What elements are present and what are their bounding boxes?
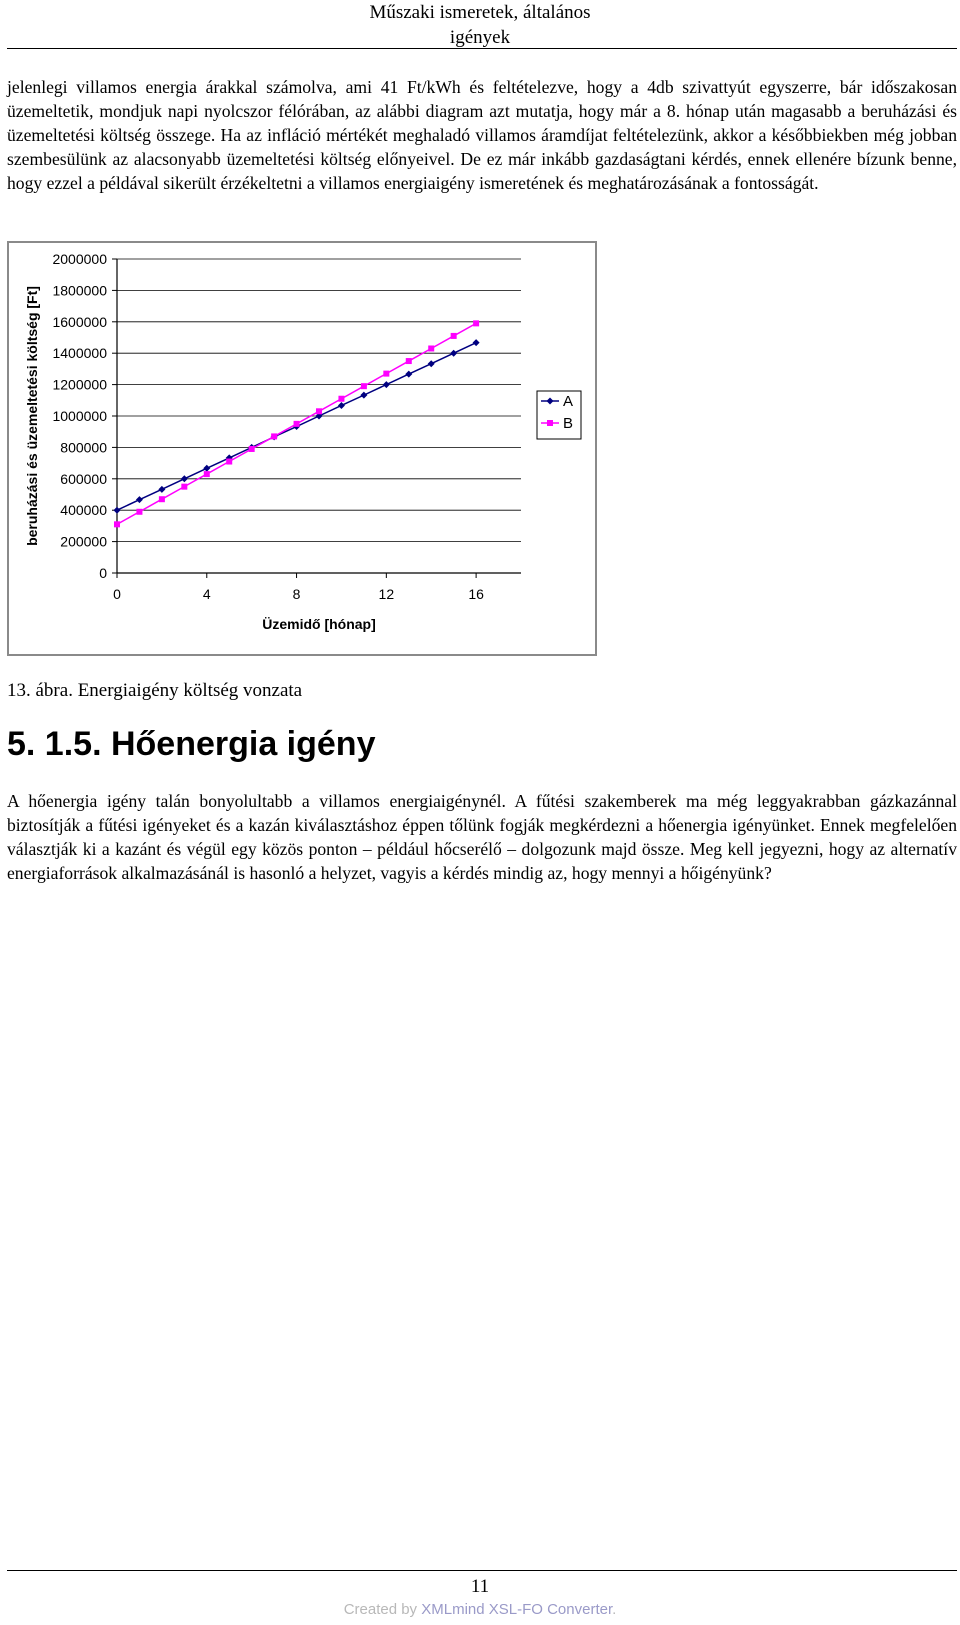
series-A-point bbox=[473, 339, 480, 346]
x-tick-label: 0 bbox=[113, 586, 121, 602]
section-heading: 5. 1.5. Hőenergia igény bbox=[7, 725, 376, 763]
series-B-point bbox=[316, 408, 322, 414]
creator-note bbox=[200, 1601, 760, 1618]
y-tick-label: 1600000 bbox=[52, 313, 107, 330]
legend-B-marker bbox=[547, 420, 553, 426]
x-tick-label: 12 bbox=[378, 586, 395, 602]
y-tick-label: 0 bbox=[99, 565, 107, 581]
series-A-point bbox=[136, 496, 143, 503]
x-tick-label: 16 bbox=[468, 586, 484, 602]
y-tick-label: 400000 bbox=[60, 502, 107, 519]
series-B-point bbox=[136, 509, 142, 515]
figure-caption: 13. ábra. Energiaigény költség vonzata bbox=[7, 680, 303, 701]
y-tick-label: 800000 bbox=[60, 439, 107, 456]
series-B-point bbox=[361, 383, 367, 389]
series-B-point bbox=[473, 320, 479, 326]
legend-B-label: B bbox=[563, 415, 574, 432]
series-B-point bbox=[159, 496, 165, 502]
page-number: 11 bbox=[470, 1576, 490, 1597]
series-A-point bbox=[405, 371, 412, 378]
footer-divider bbox=[7, 1570, 957, 1571]
series-A-point bbox=[450, 350, 457, 357]
intro-paragraph: jelenlegi villamos energia árakkal számolva, ami 41 Ft/kWh és feltételezve, hogy a 4db szivattyút egyszerre, bár időszakosan üzemeltetik, mondjuk napi nyolcszor félórában, az alábbi diagram azt mutatja, hogy már a 8. hónap után magasabb a beruházási és üzemeltetési költség összege. Ha az infláció mértékét meghaladó villamos áramdíjat feltételezünk, akkor a későbbiekben még jobban szembesülünk az alacsonyabb üzemeltetési költség előnyeivel. De ez már inkább gazdaságtani kérdés, ennek ellenére bízunk benne, hogy ezzel a példával sikerült érzékeltetni a villamos energiaigény ismeretének és meghatározásának a fontosságát. bbox=[7, 77, 957, 193]
y-tick-label: 1000000 bbox=[52, 408, 107, 424]
x-tick-label: 4 bbox=[202, 586, 211, 602]
legend-box bbox=[537, 391, 581, 439]
running-header bbox=[200, 0, 760, 50]
series-B-point bbox=[406, 358, 412, 364]
series-B-point bbox=[428, 345, 434, 351]
y-tick-label: 1800000 bbox=[52, 282, 107, 299]
y-tick-label: 2000000 bbox=[52, 251, 107, 267]
legend-A-label: A bbox=[563, 393, 574, 410]
series-B-point bbox=[451, 333, 457, 339]
y-tick-label: 600000 bbox=[60, 470, 107, 487]
creator-prefix: Created by bbox=[343, 1601, 422, 1618]
series-A-point bbox=[114, 507, 121, 514]
series-B-point bbox=[204, 471, 210, 477]
creator-link[interactable]: XMLmind XSL-FO Converter bbox=[421, 1601, 613, 1618]
series-A-point bbox=[360, 392, 367, 399]
series-B-point bbox=[114, 521, 120, 527]
series-A-point bbox=[181, 475, 188, 482]
series-B-point bbox=[294, 421, 300, 427]
header-divider bbox=[7, 48, 957, 49]
series-A-point bbox=[158, 486, 165, 493]
running-header-line-2: igények bbox=[449, 27, 511, 48]
x-tick-label: 8 bbox=[292, 586, 301, 602]
y-tick-label: 1200000 bbox=[52, 376, 107, 393]
figure-chart-frame bbox=[7, 241, 597, 656]
y-axis-label: beruházási és üzemeltetési költség [Ft] bbox=[24, 286, 40, 546]
series-B-point bbox=[338, 396, 344, 402]
y-tick-label: 200000 bbox=[60, 533, 107, 550]
series-A-point bbox=[383, 381, 390, 388]
x-axis-label: Üzemidő [hónap] bbox=[262, 616, 376, 632]
series-B-point bbox=[383, 371, 389, 377]
series-B-point bbox=[271, 433, 277, 439]
running-header-line-1: Műszaki ismeretek, általános bbox=[369, 2, 591, 23]
series-A-point bbox=[203, 465, 210, 472]
series-B-point bbox=[181, 484, 187, 490]
series-A-point bbox=[338, 402, 345, 409]
y-tick-label: 1400000 bbox=[52, 345, 107, 362]
series-B-point bbox=[226, 459, 232, 465]
series-A-point bbox=[428, 360, 435, 367]
series-B-point bbox=[249, 446, 255, 452]
cost-line-chart bbox=[9, 243, 595, 654]
creator-suffix: . bbox=[612, 1601, 617, 1618]
section-paragraph: A hőenergia igény talán bonyolultabb a villamos energiaigénynél. A fűtési szakemberek ma még leggyakrabban gázkazánnal biztosítják a fűtési igényeket és a kazán kiválasztáshoz éppen tőlünk fogják megkérdezni a hőenergia igényünket. Ennek megfelelően választják ki a kazánt és végül egy közös ponton – például hőcserélő – dolgozunk majd össze. Meg kell jegyezni, hogy az alternatív energiaforrások alkalmazásánál is hasonló a helyzet, vagyis a kérdés mindig az, hogy mennyi a hőigényünk? bbox=[7, 791, 957, 883]
